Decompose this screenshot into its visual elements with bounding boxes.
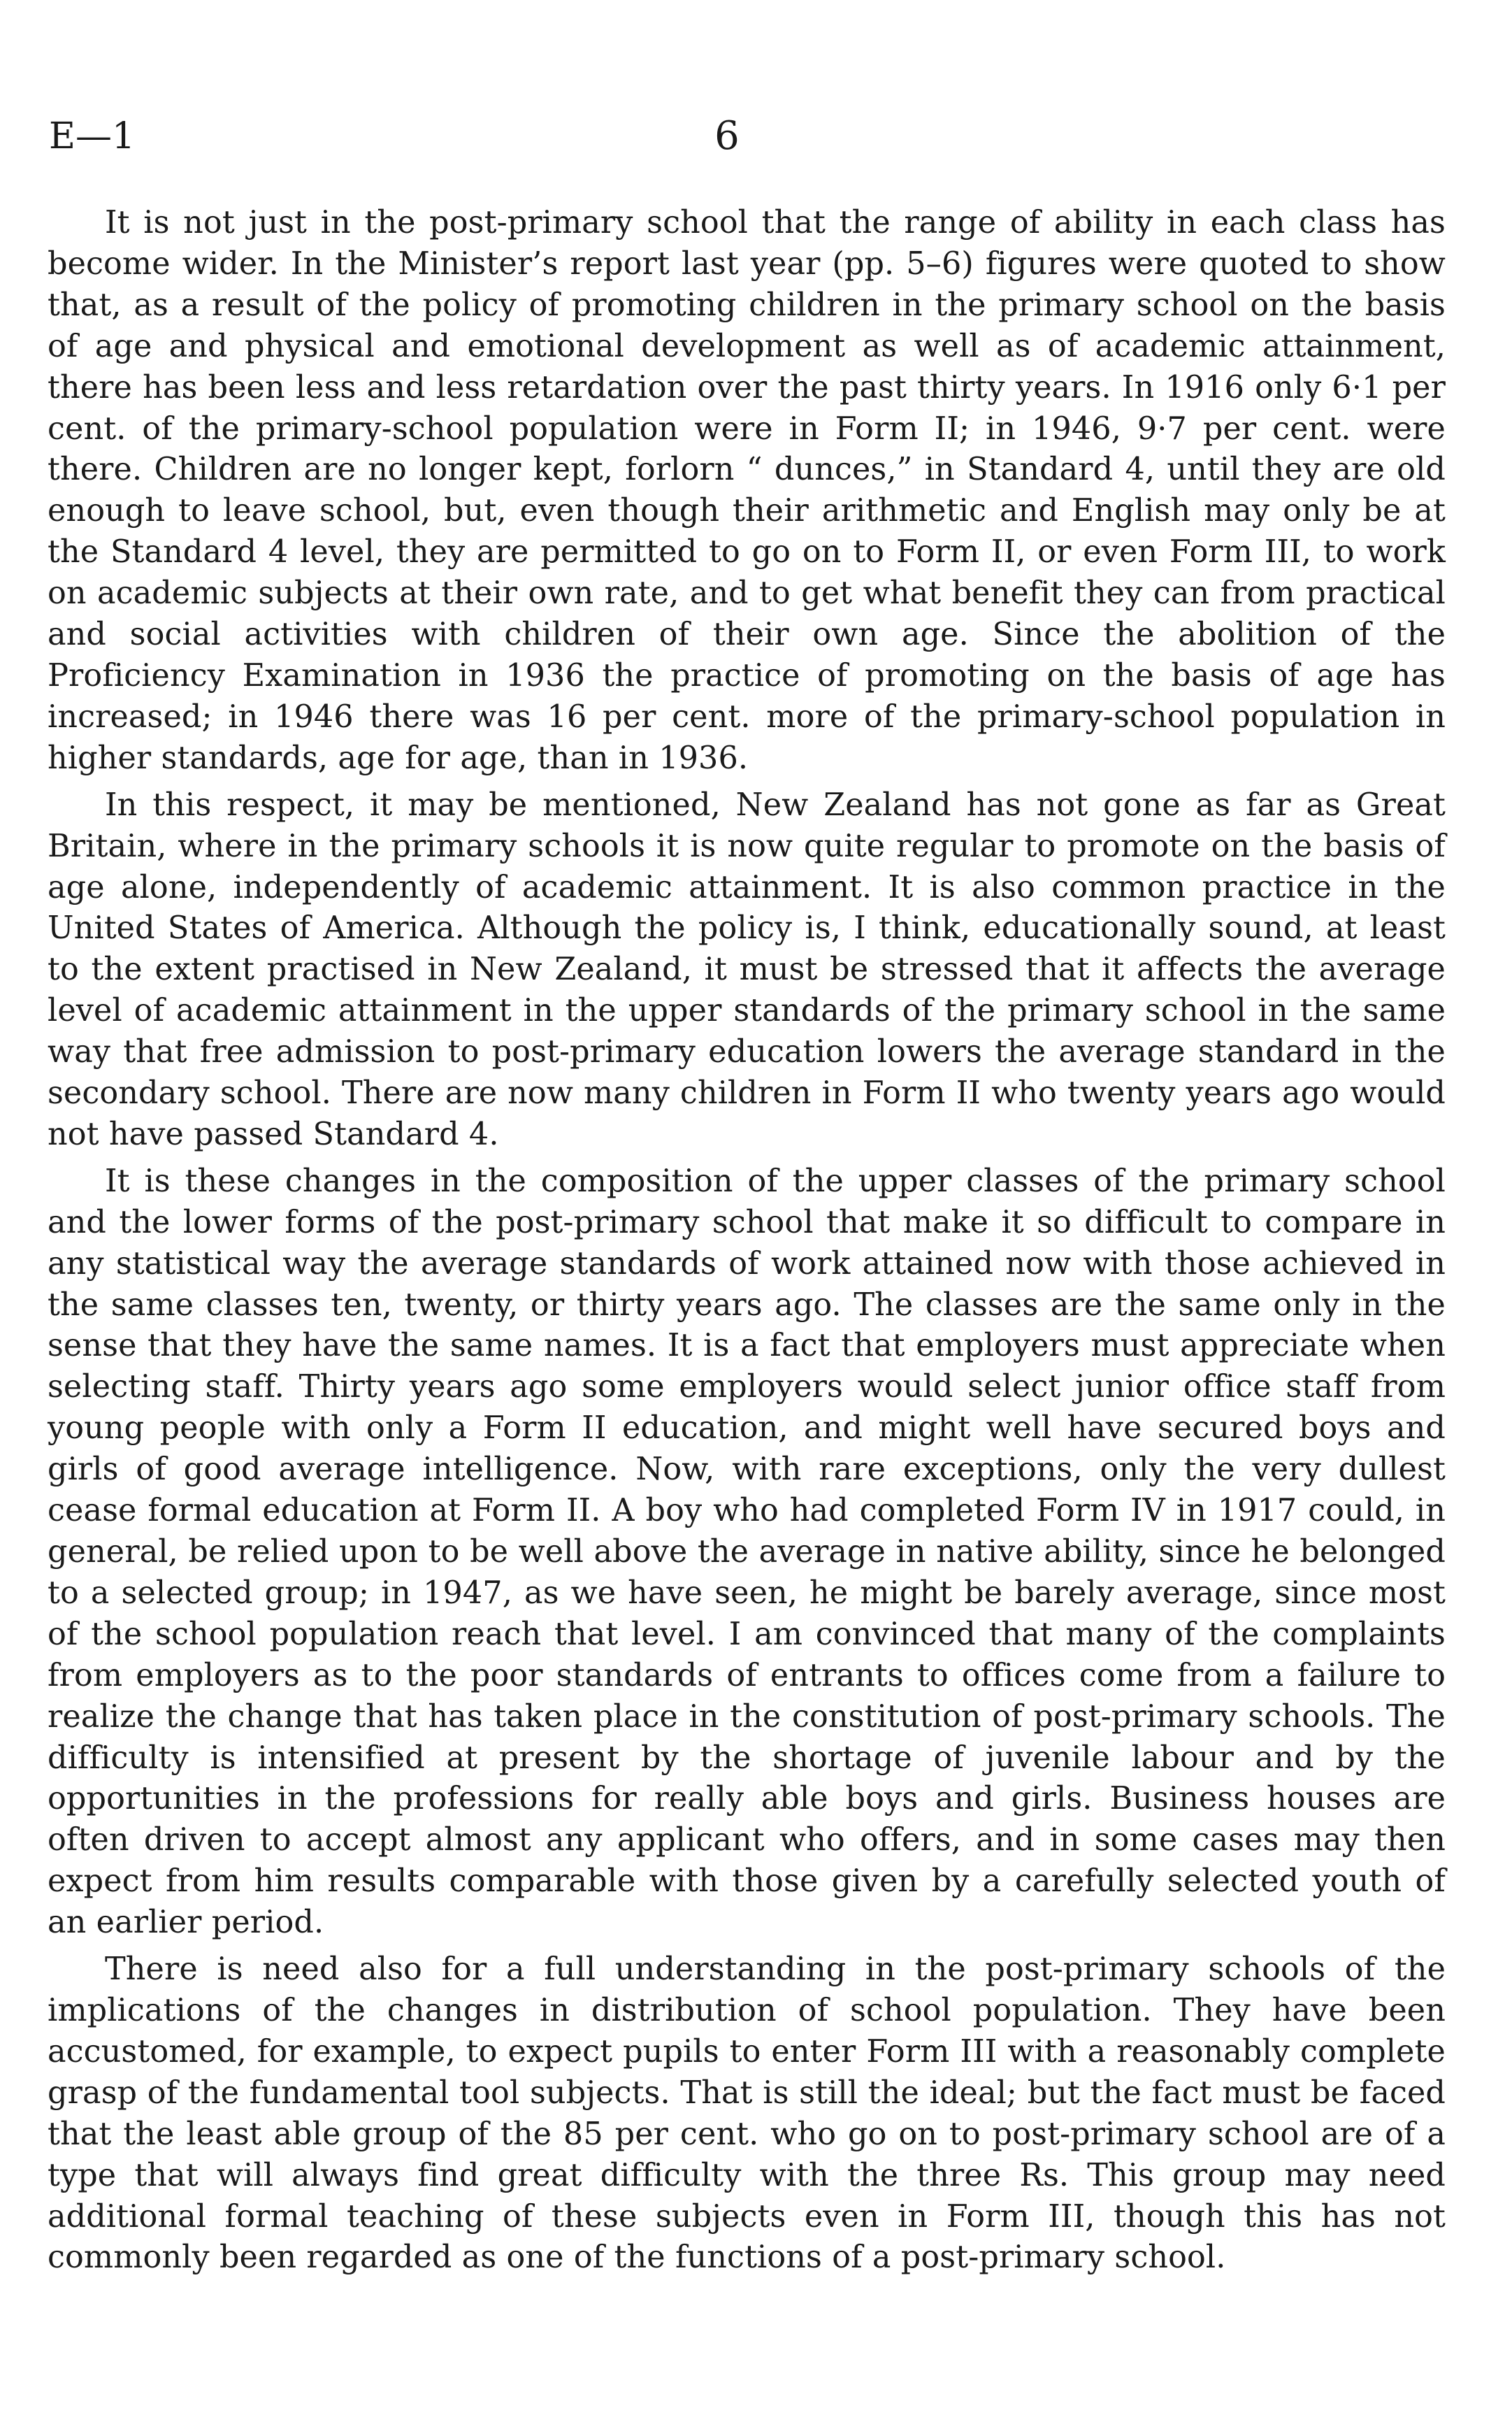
paragraph-composition-changes: It is these changes in the composition of the upper classes of the primary school and the lower forms of the post-primary school that make it so difficult to compare in any statistical way the average standards of work attained now with those achieved in the same classes ten, twenty, or thirty years ago. The classes are the same only in the sense that they have the same names. It is a fact that employers must appreciate when selecting staff. Thirty years ago some employers would select junior office staff from young people with only a Form II education, and might well have secured boys and girls of good average intelligence. Now, with rare exceptions, only the very dullest cease formal education at Form II. A boy who had completed Form IV in 1917 could, in general, be relied upon to be well above the average in native ability, since he belonged to a selected group; in 1947, as we have seen, he might be barely average, since most of the school population reach that level. I am convinced that many of the complaints from employers as to the poor standards of entrants to offices come from a failure to realize the change that has taken place in the constitution of post-primary schools. The difficulty is intensified at present by the shortage of juvenile labour and by the opportunities in the professions for really able boys and girls. Business houses are often driven to accept almost any applicant who offers, and in some cases may then expect from him results comparable with those given by a carefully selected youth of an earlier period.	[48, 1163, 1446, 1941]
paragraph-range-of-ability: It is not just in the post-primary school that the range of ability in each class has become wider. In the Minister’s report last year (pp. 5–6) figures were quoted to show that, as a result of the policy of promoting children in the primary school on the basis of age and physical and emotional development as well as of academic attainment, there has been less and less retardation over the past thirty years. In 1916 only 6·1 per cent. of the primary-school population were in Form II; in 1946, 9·7 per cent. were there. Children are no longer kept, forlorn “ dunces,” in Standard 4, until they are old enough to leave school, but, even though their arithmetic and English may only be at the Standard 4 level, they are permitted to go on to Form II, or even Form III, to work on academic subjects at their own rate, and to get what benefit they can from practical and social activities with children of their own age. Since the abolition of the Proficiency Examination in 1936 the practice of promoting on the basis of age has increased; in 1946 there was 16 per cent. more of the primary-school population in higher standards, age for age, than in 1936.	[48, 205, 1446, 776]
page-header	[0, 115, 1512, 171]
document-code: E—1	[49, 115, 136, 157]
page-number: 6	[714, 113, 740, 159]
paragraph-new-zealand-comparison: In this respect, it may be mentioned, New Zealand has not gone as far as Great Britain, where in the primary schools it is now quite regular to promote on the basis of age alone, independently of academic attainment. It is also common practice in the United States of America. Although the policy is, I think, educationally sound, at least to the extent practised in New Zealand, it must be stressed that it affects the average level of academic attainment in the upper standards of the primary school in the same way that free admission to post-primary education lowers the average standard in the secondary school. There are now many children in Form II who twenty years ago would not have passed Standard 4.	[48, 787, 1446, 1152]
paragraph-post-primary-implications: There is need also for a full understanding in the post-primary schools of the implications of the changes in distribution of school population. They have been accustomed, for example, to expect pupils to enter Form III with a reasonably complete grasp of the fundamental tool subjects. That is still the ideal; but the fact must be faced that the least able group of the 85 per cent. who go on to post-primary school are of a type that will always find great difficulty with the three Rs. This group may need additional formal teaching of these subjects even in Form III, though this has not commonly been regarded as one of the functions of a post-primary school.	[48, 1951, 1446, 2276]
body-text	[48, 203, 1446, 2284]
